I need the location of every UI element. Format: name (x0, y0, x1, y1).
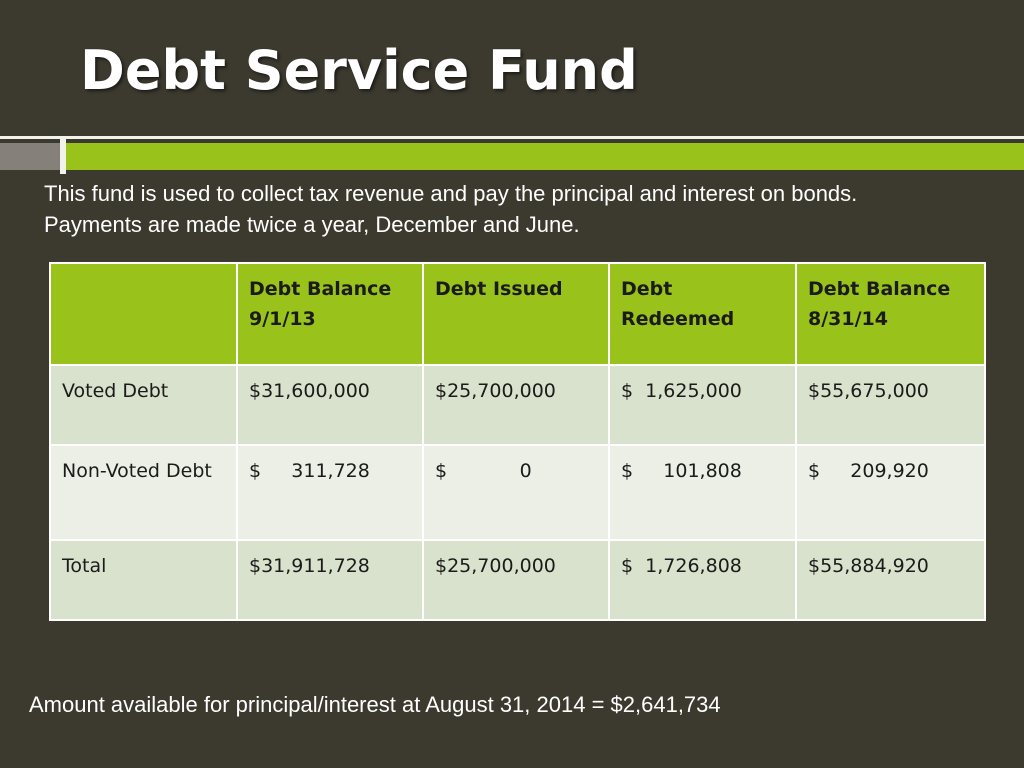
table-row-non-voted-debt (50, 445, 985, 539)
table-row-total (50, 540, 985, 620)
cell-debt-balance-end: $55,675,000 (796, 365, 985, 445)
cell-debt-issued: $25,700,000 (423, 365, 609, 445)
header-debt-balance-end: Debt Balance 8/31/14 (796, 263, 985, 365)
cell-debt-balance-start: $ 311,728 (237, 445, 423, 539)
title-divider-line (0, 136, 1024, 139)
cell-debt-redeemed: $ 101,808 (609, 445, 796, 539)
cell-debt-balance-end: $55,884,920 (796, 540, 985, 620)
footer-note: Amount available for principal/interest at August 31, 2014 = $2,641,734 (29, 692, 721, 717)
debt-table-container (49, 262, 984, 621)
row-label: Total (50, 540, 237, 620)
cell-debt-balance-start: $31,911,728 (237, 540, 423, 620)
header-debt-balance-start: Debt Balance 9/1/13 (237, 263, 423, 365)
slide-title: Debt Service Fund (80, 39, 638, 102)
cell-debt-balance-end: $ 209,920 (796, 445, 985, 539)
table-row-voted-debt (50, 365, 985, 445)
row-label: Non-Voted Debt (50, 445, 237, 539)
header-corner-cell (50, 263, 237, 365)
accent-bar-green (66, 143, 1024, 170)
cell-debt-redeemed: $ 1,726,808 (609, 540, 796, 620)
row-label: Voted Debt (50, 365, 237, 445)
header-debt-redeemed: Debt Redeemed (609, 263, 796, 365)
cell-debt-issued: $ 0 (423, 445, 609, 539)
table-header-row (50, 263, 985, 365)
debt-table (49, 262, 986, 621)
cell-debt-redeemed: $ 1,625,000 (609, 365, 796, 445)
intro-text: This fund is used to collect tax revenue and pay the principal and interest on bonds. Payments are made twice a year, December and June. (44, 181, 858, 237)
accent-bar-gray (0, 143, 60, 170)
cell-debt-issued: $25,700,000 (423, 540, 609, 620)
header-debt-issued: Debt Issued (423, 263, 609, 365)
cell-debt-balance-start: $31,600,000 (237, 365, 423, 445)
